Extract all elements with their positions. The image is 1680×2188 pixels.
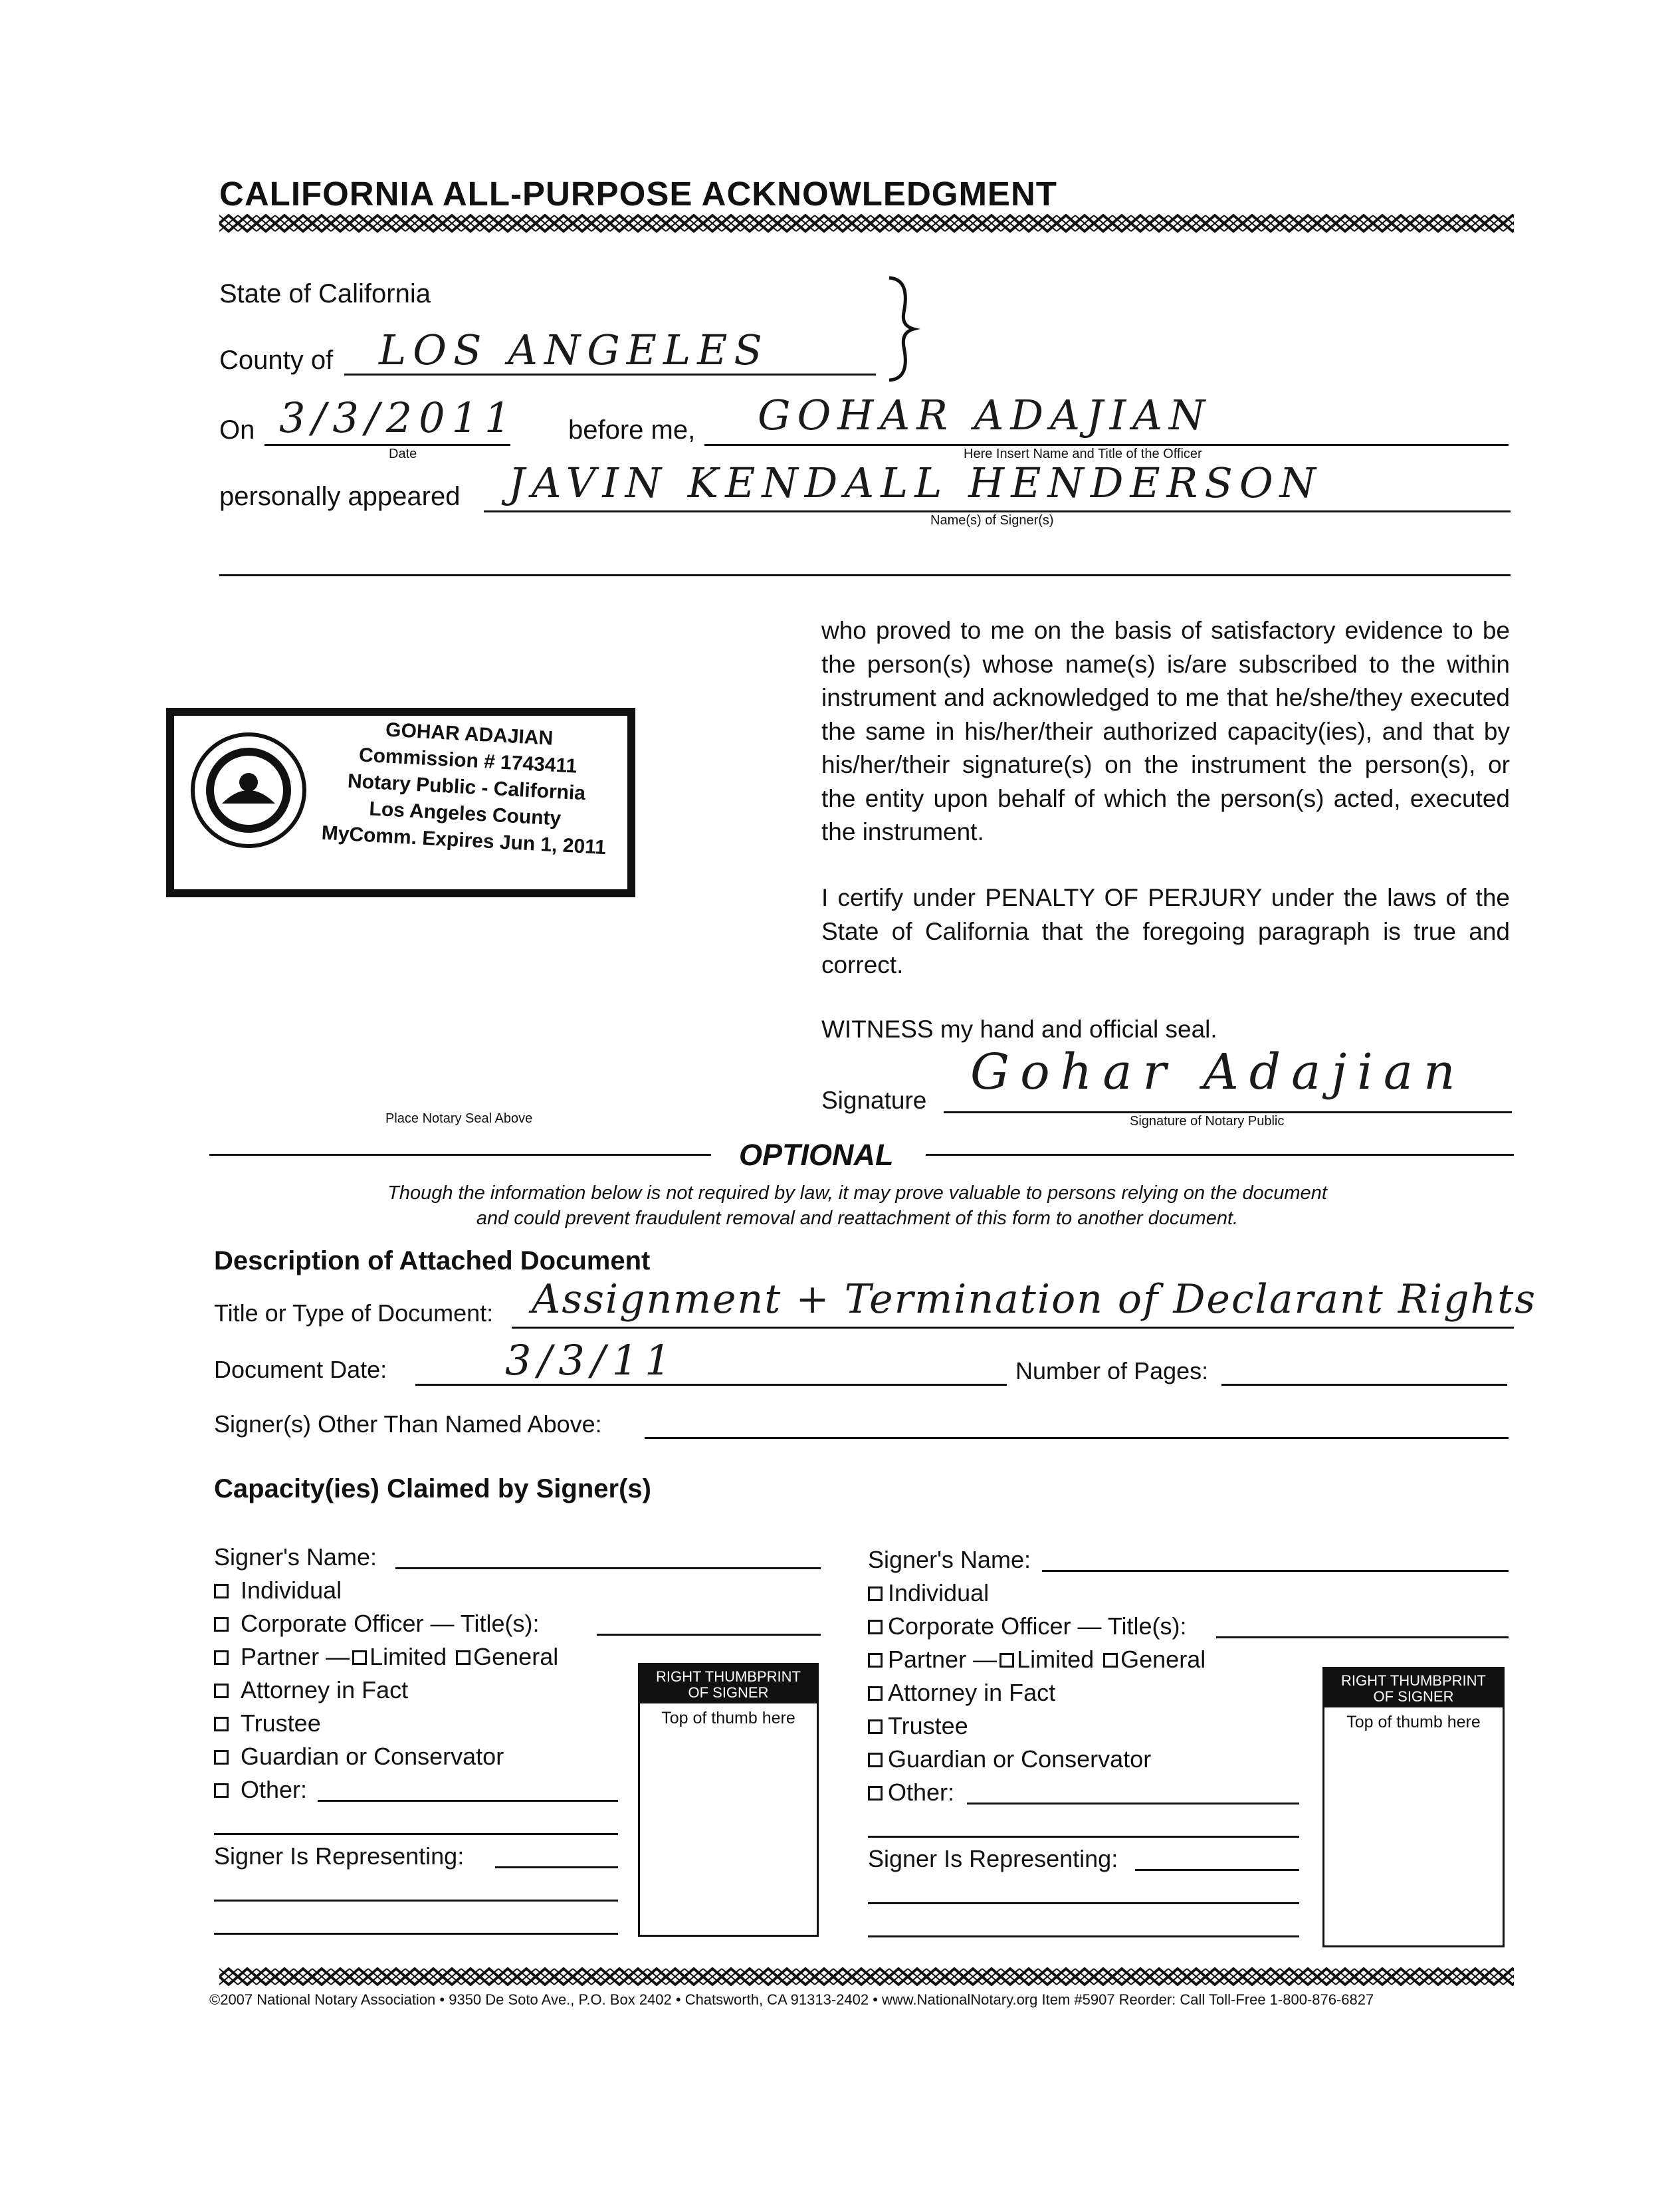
r-partner-label: Partner — xyxy=(888,1646,998,1673)
footer-text: ©2007 National Notary Association • 9350 De Soto Ave., P.O. Box 2402 • Chatsworth, CA 91313-2402 • www.NationalNotary.org Item #5907 Reorder: Call Toll-Free 1-800-876-6827 xyxy=(209,1991,1374,2008)
optional-rule-left xyxy=(209,1154,711,1156)
other-checkbox[interactable] xyxy=(214,1783,229,1798)
left-representing-line[interactable] xyxy=(495,1866,618,1868)
on-label: On xyxy=(219,415,255,445)
pages-line xyxy=(1221,1384,1507,1386)
pages-label: Number of Pages: xyxy=(1015,1357,1209,1384)
r-guardian-label: Guardian or Conservator xyxy=(888,1745,1152,1773)
doc-date-label: Document Date: xyxy=(214,1356,387,1383)
r-guardian-option[interactable] xyxy=(868,1743,1206,1776)
partner-checkbox[interactable] xyxy=(214,1650,229,1665)
right-other-line[interactable] xyxy=(967,1803,1299,1805)
signature-caption: Signature of Notary Public xyxy=(1130,1114,1285,1129)
brace-icon xyxy=(884,273,924,385)
signer-caption: Name(s) of Signer(s) xyxy=(930,513,1054,528)
other-label: Other: xyxy=(241,1776,308,1803)
guardian-checkbox[interactable] xyxy=(214,1750,229,1765)
individual-option[interactable] xyxy=(214,1574,558,1607)
r-trustee-checkbox[interactable] xyxy=(868,1719,883,1734)
r-limited-label: Limited xyxy=(1017,1646,1095,1673)
other-signers-label: Signer(s) Other Than Named Above: xyxy=(214,1410,602,1438)
optional-note-1: Though the information below is not required by law, it may prove valuable to persons relying on the document xyxy=(387,1182,1327,1204)
attorney-label: Attorney in Fact xyxy=(241,1676,409,1703)
guardian-label: Guardian or Conservator xyxy=(241,1743,504,1770)
signer-block-left xyxy=(214,1541,558,1873)
general-label: General xyxy=(473,1643,559,1670)
proof-paragraph: who proved to me on the basis of satisfactory evidence to be the person(s) whose name(s) is/are subscribed to the within instrument and acknowledged to me that he/she/they executed the same in his/her/their authorized capacity(ies), and that by his/her/their signature(s) on the instrument the person(s), or the entity upon behalf of which the person(s) acted, executed the instrument. xyxy=(821,617,1510,845)
signer-value: JAVIN KENDALL HENDERSON xyxy=(508,459,1322,507)
right-other-line-2[interactable] xyxy=(868,1836,1299,1838)
optional-rule-right xyxy=(926,1154,1514,1156)
right-thumb-head-2: OF SIGNER xyxy=(1373,1688,1454,1705)
left-corporate-line[interactable] xyxy=(597,1634,821,1636)
limited-checkbox[interactable] xyxy=(352,1650,367,1665)
left-thumb-head-1: RIGHT THUMBPRINT xyxy=(656,1668,801,1685)
state-label: State of California xyxy=(219,279,431,308)
r-attorney-option[interactable] xyxy=(868,1676,1206,1709)
title-value: Assignment + Termination of Declarant Rights xyxy=(532,1276,1537,1323)
r-signer-name-label: Signer's Name: xyxy=(868,1546,1031,1573)
attorney-checkbox[interactable] xyxy=(214,1684,229,1698)
r-other-label: Other: xyxy=(888,1779,955,1806)
r-attorney-checkbox[interactable] xyxy=(868,1686,883,1701)
officer-value: GOHAR ADAJIAN xyxy=(758,391,1212,439)
seal-text xyxy=(304,713,629,863)
corporate-label: Corporate Officer — Title(s): xyxy=(241,1610,540,1637)
description-heading: Description of Attached Document xyxy=(214,1246,651,1275)
r-representing-label: Signer Is Representing: xyxy=(868,1845,1118,1872)
left-thumb-sub: Top of thumb here xyxy=(661,1709,795,1727)
r-general-label: General xyxy=(1120,1646,1206,1673)
r-individual-label: Individual xyxy=(888,1579,990,1606)
r-limited-checkbox[interactable] xyxy=(999,1653,1014,1668)
before-me-label: before me, xyxy=(568,415,696,445)
right-name-line[interactable] xyxy=(1042,1570,1509,1572)
r-corporate-label: Corporate Officer — Title(s): xyxy=(888,1612,1187,1640)
county-label: County of xyxy=(219,346,334,375)
notary-seal xyxy=(166,708,635,897)
right-representing-line-3[interactable] xyxy=(868,1935,1299,1937)
r-trustee-label: Trustee xyxy=(888,1712,968,1739)
left-other-line[interactable] xyxy=(318,1800,618,1802)
seal-county: Los Angeles County xyxy=(368,798,562,830)
witness-line: WITNESS my hand and official seal. xyxy=(821,1016,1217,1043)
corporate-option[interactable] xyxy=(214,1607,558,1640)
optional-note-2: and could prevent fraudulent removal and reattachment of this form to another document. xyxy=(476,1208,1239,1229)
left-thumbprint-box[interactable] xyxy=(638,1663,819,1937)
county-value: LOS ANGELES xyxy=(379,326,769,374)
doc-date-line xyxy=(415,1384,1007,1386)
trustee-checkbox[interactable] xyxy=(214,1717,229,1731)
signature-label: Signature xyxy=(821,1087,927,1114)
trustee-option[interactable] xyxy=(214,1707,558,1740)
r-individual-option[interactable] xyxy=(868,1577,1206,1610)
right-representing-line-2[interactable] xyxy=(868,1902,1299,1904)
decorative-band-top xyxy=(219,214,1514,233)
left-thumb-head-2: OF SIGNER xyxy=(688,1684,769,1701)
right-representing-line[interactable] xyxy=(1135,1869,1299,1871)
decorative-band-bottom xyxy=(219,1967,1514,1986)
right-thumbprint-box[interactable] xyxy=(1322,1667,1505,1947)
r-other-checkbox[interactable] xyxy=(868,1786,883,1801)
r-partner-option[interactable] xyxy=(868,1643,1206,1676)
left-representing-line-3[interactable] xyxy=(214,1933,618,1935)
left-name-line[interactable] xyxy=(395,1567,821,1569)
partner-label: Partner — xyxy=(241,1643,350,1670)
seal-title: Notary Public - California xyxy=(347,770,586,805)
date-line xyxy=(264,444,510,446)
doc-date-value: 3/3/11 xyxy=(505,1336,678,1384)
r-corporate-checkbox[interactable] xyxy=(868,1620,883,1634)
state-seal-icon xyxy=(189,730,308,850)
general-checkbox[interactable] xyxy=(456,1650,471,1665)
seal-expires: MyComm. Expires Jun 1, 2011 xyxy=(321,821,607,859)
seal-caption: Place Notary Seal Above xyxy=(385,1111,533,1126)
appeared-label: personally appeared xyxy=(219,482,461,511)
signature-line xyxy=(944,1111,1512,1113)
notary-signature: Gohar Adajian xyxy=(970,1043,1466,1101)
seal-name: GOHAR ADAJIAN xyxy=(385,718,554,750)
left-representing-line-2[interactable] xyxy=(214,1900,618,1902)
guardian-option[interactable] xyxy=(214,1740,558,1773)
left-thumb-head xyxy=(640,1665,817,1703)
r-trustee-option[interactable] xyxy=(868,1709,1206,1743)
right-thumb-sub: Top of thumb here xyxy=(1346,1713,1481,1731)
r-individual-checkbox[interactable] xyxy=(868,1586,883,1601)
seal-commission: Commission # 1743411 xyxy=(358,744,578,778)
officer-line xyxy=(704,444,1509,446)
r-general-checkbox[interactable] xyxy=(1103,1653,1118,1668)
signer-name-label: Signer's Name: xyxy=(214,1543,377,1571)
optional-heading: OPTIONAL xyxy=(739,1138,894,1172)
trustee-label: Trustee xyxy=(241,1709,321,1737)
date-caption: Date xyxy=(389,447,417,461)
other-signers-line xyxy=(645,1437,1509,1439)
individual-checkbox[interactable] xyxy=(214,1584,229,1598)
title-label: Title or Type of Document: xyxy=(214,1299,494,1327)
signer-block-right xyxy=(868,1543,1206,1876)
partner-option[interactable] xyxy=(214,1640,558,1674)
corporate-checkbox[interactable] xyxy=(214,1617,229,1632)
r-guardian-checkbox[interactable] xyxy=(868,1753,883,1767)
left-other-line-2[interactable] xyxy=(214,1833,618,1835)
title-line xyxy=(512,1327,1514,1329)
r-attorney-label: Attorney in Fact xyxy=(888,1679,1056,1706)
form-title: CALIFORNIA ALL-PURPOSE ACKNOWLEDGMENT xyxy=(219,175,1057,213)
date-value: 3/3/2011 xyxy=(279,393,518,442)
right-thumb-head xyxy=(1324,1669,1503,1707)
certify-paragraph: I certify under PENALTY OF PERJURY under the laws of the State of California that the foregoing paragraph is true and correct. xyxy=(821,884,1510,978)
signer-line xyxy=(484,510,1511,512)
capacity-heading: Capacity(ies) Claimed by Signer(s) xyxy=(214,1474,651,1503)
r-corporate-option[interactable] xyxy=(868,1610,1206,1643)
right-corporate-line[interactable] xyxy=(1216,1636,1509,1638)
signer-line-2 xyxy=(219,574,1511,576)
limited-label: Limited xyxy=(369,1643,447,1670)
individual-label: Individual xyxy=(241,1577,342,1604)
officer-caption: Here Insert Name and Title of the Officer xyxy=(964,447,1202,461)
r-partner-checkbox[interactable] xyxy=(868,1653,883,1668)
right-thumb-head-1: RIGHT THUMBPRINT xyxy=(1341,1672,1486,1689)
attorney-option[interactable] xyxy=(214,1674,558,1707)
representing-label: Signer Is Representing: xyxy=(214,1842,465,1870)
